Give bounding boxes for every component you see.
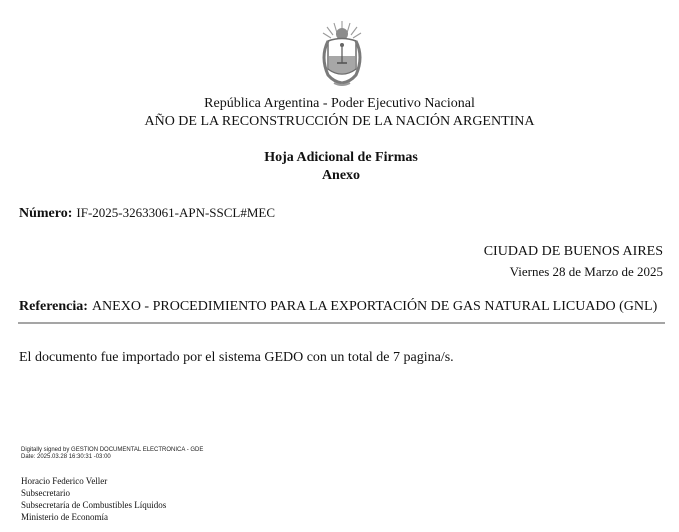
- document-number: [19, 204, 275, 222]
- reference: [19, 298, 657, 315]
- referencia-label: Referencia:: [19, 299, 88, 314]
- year-motto: AÑO DE LA RECONSTRUCCIÓN DE LA NACIÓN ARGENTINA: [144, 114, 535, 129]
- document-date: Viernes 28 de Marzo de 2025: [509, 264, 663, 279]
- document-city: CIUDAD DE BUENOS AIRES: [483, 244, 663, 259]
- numero-value: IF-2025-32633061-APN-SSCL#MEC: [76, 205, 276, 220]
- divider: [18, 322, 665, 324]
- referencia-value: ANEXO - PROCEDIMIENTO PARA LA EXPORTACIÓN DE GAS NATURAL LICUADO (GNL): [91, 299, 658, 314]
- document-title: Hoja Adicional de Firmas: [264, 150, 418, 165]
- signer-name: Horacio Federico Veller: [21, 476, 108, 486]
- government-header: República Argentina - Poder Ejecutivo Nacional: [204, 96, 475, 111]
- signer-position: Subsecretario: [21, 488, 70, 498]
- document-subtitle: Anexo: [321, 168, 361, 183]
- body-text: El documento fue importado por el sistema GEDO con un total de 7 pagina/s.: [19, 350, 454, 365]
- signer-office: Subsecretaría de Combustibles Líquidos: [21, 500, 167, 510]
- signer-ministry: Ministerio de Economía: [21, 512, 108, 522]
- numero-label: Número:: [19, 206, 73, 221]
- signature-date: Date: 2025.03.28 16:30:31 -03:00: [21, 454, 111, 460]
- digital-signature-line: Digitally signed by GESTION DOCUMENTAL ELECTRONICA - GDE: [21, 447, 204, 453]
- coat-of-arms-icon: [317, 19, 367, 89]
